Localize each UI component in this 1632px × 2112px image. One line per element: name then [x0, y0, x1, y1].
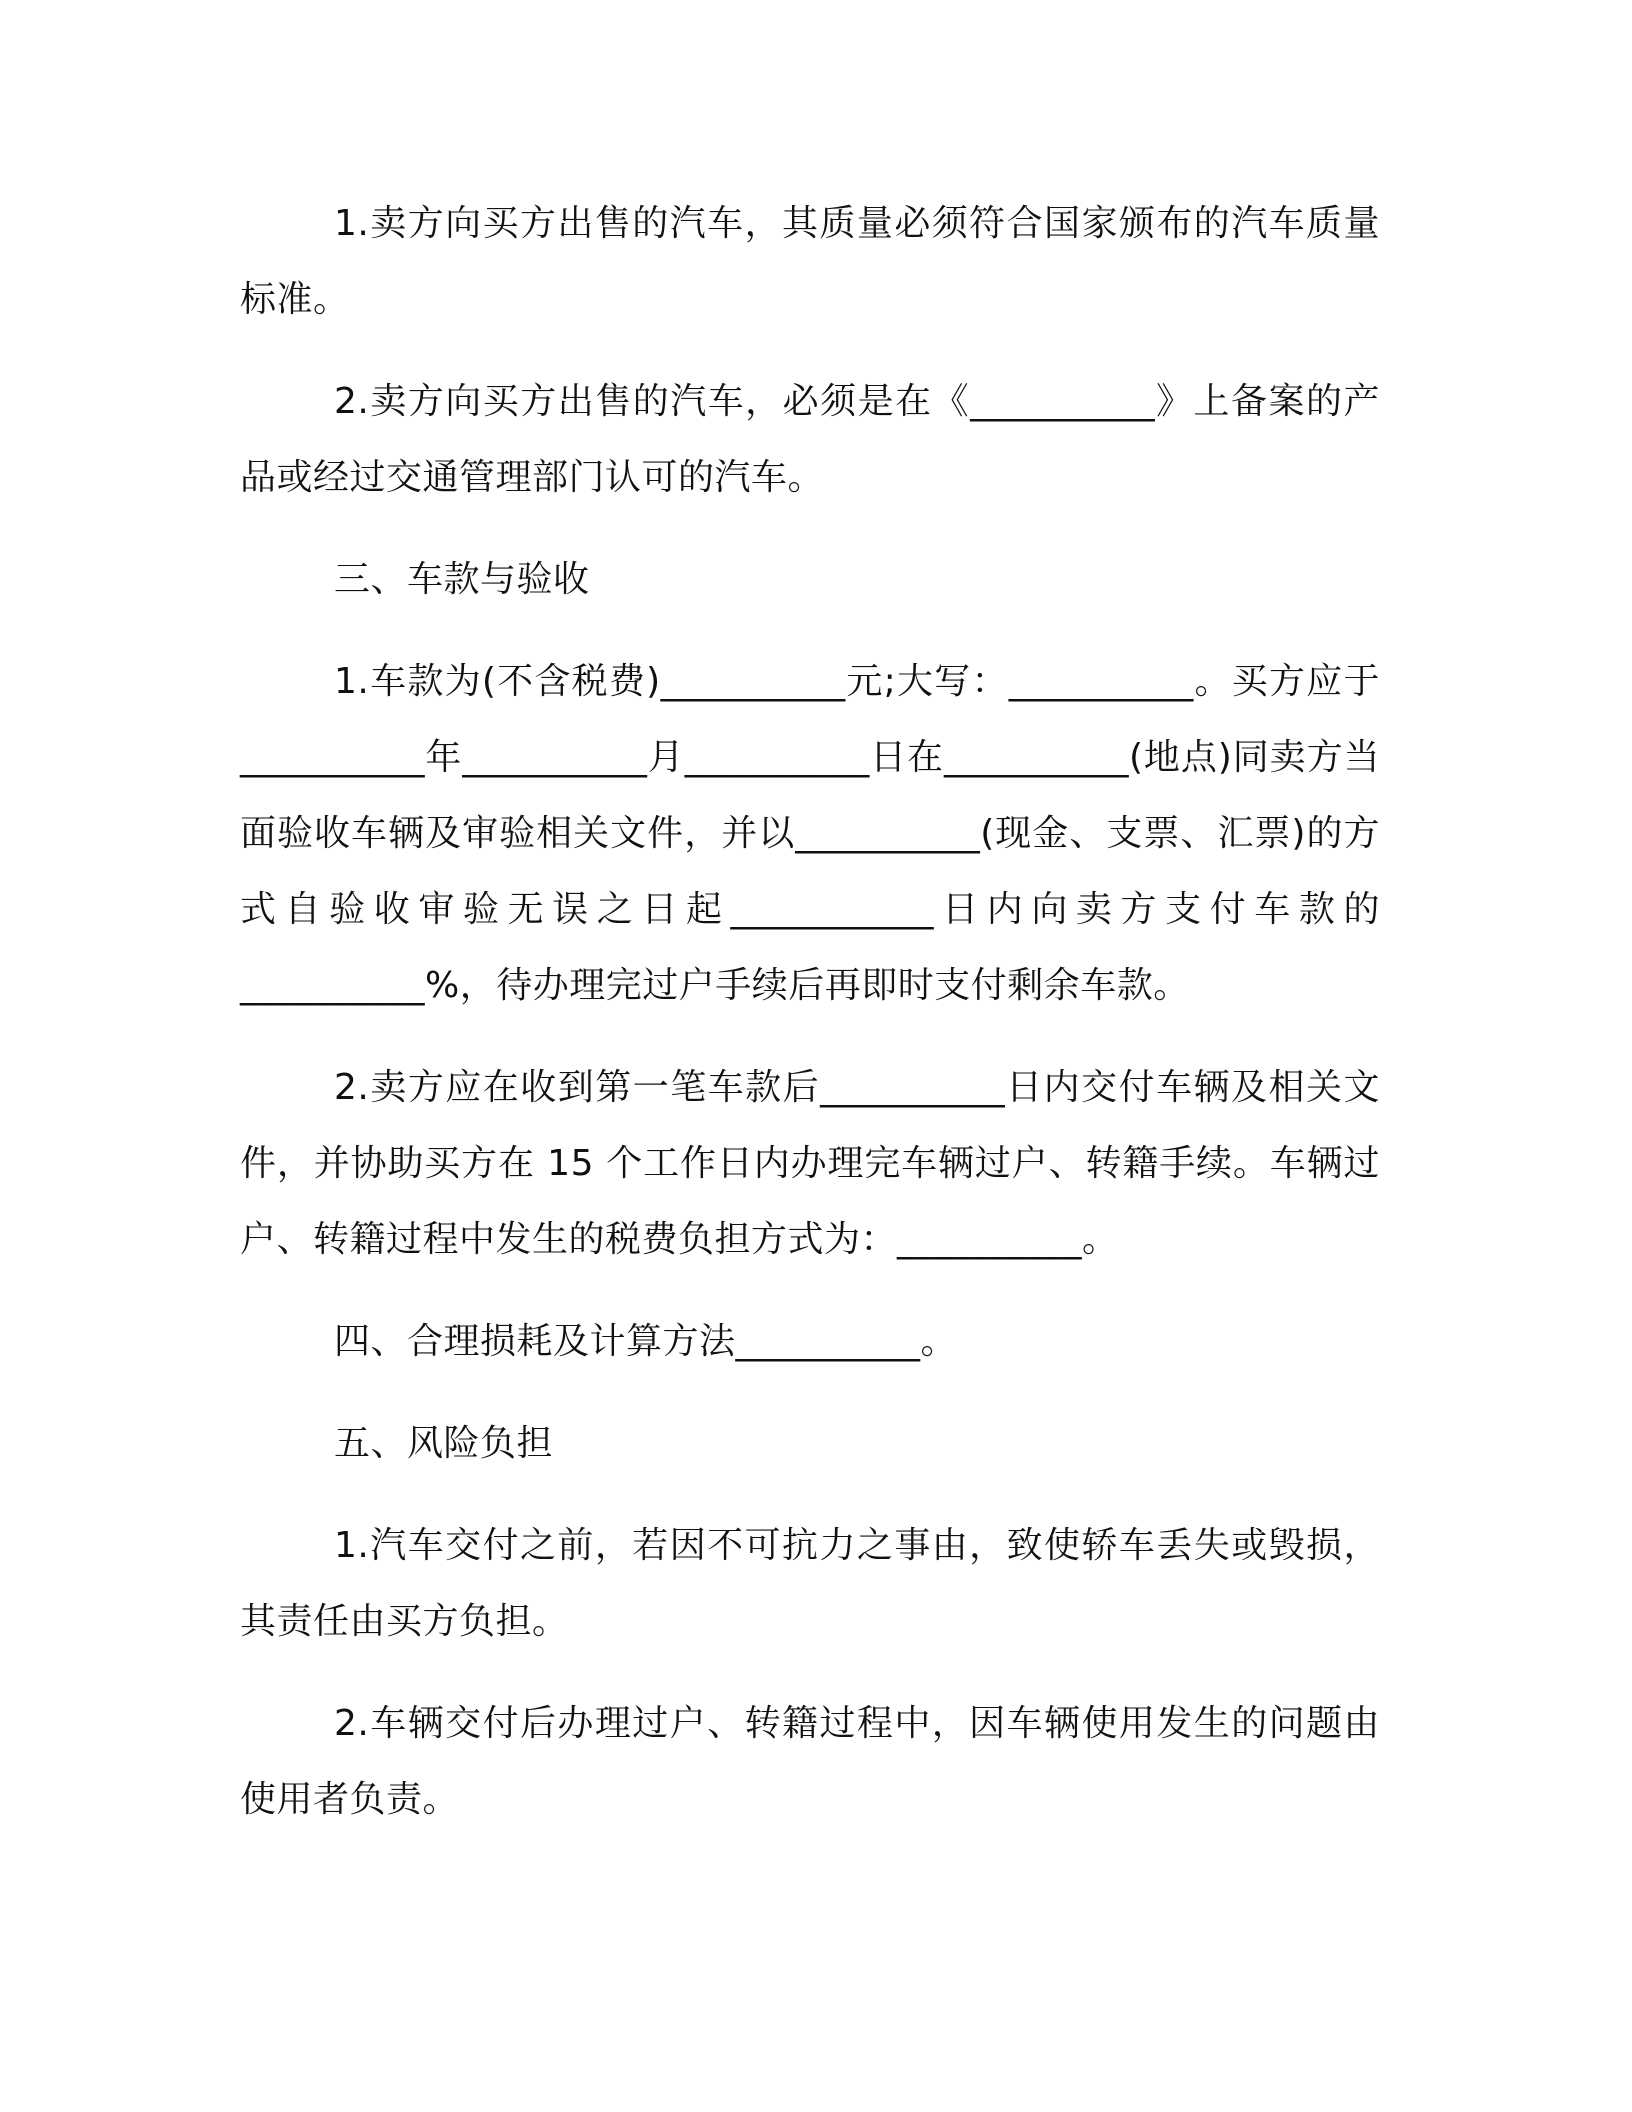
quality-clause-1: 1.卖方向买方出售的汽车，其质量必须符合国家颁布的汽车质量标准。: [240, 203, 1380, 320]
risk-clause-2: 2.车辆交付后办理过户、转籍过程中，因车辆使用发生的问题由使用者负责。: [240, 1703, 1380, 1820]
section-heading-loss: 四、合理损耗及计算方法__________。: [334, 1321, 958, 1362]
payment-clause-1: 1.车款为(不含税费)__________元;大写：__________。买方应于__________年__________月__________日在__________(地点)同卖方当面验收车辆及审验相关文件，并以__________(现金、支票、汇票)的方式自验收审验无误之日起___________日内向卖方支付车款的__________%，待办理完过户手续后再即时支付剩余车款。: [240, 661, 1380, 1006]
risk-clause-1: 1.汽车交付之前，若因不可抗力之事由，致使轿车丢失或毁损，其责任由买方负担。: [240, 1525, 1380, 1642]
payment-clause-2: 2.卖方应在收到第一笔车款后__________日内交付车辆及相关文件，并协助买方在 15 个工作日内办理完车辆过户、转籍手续。车辆过户、转籍过程中发生的税费负担方式为：__________。: [240, 1067, 1380, 1260]
quality-clause-2: 2.卖方向买方出售的汽车，必须是在《__________》上备案的产品或经过交通管理部门认可的汽车。: [240, 381, 1380, 498]
document-page: [240, 186, 1380, 1864]
section-heading-payment: 三、车款与验收: [334, 559, 590, 600]
section-heading-risk: 五、风险负担: [334, 1423, 554, 1464]
